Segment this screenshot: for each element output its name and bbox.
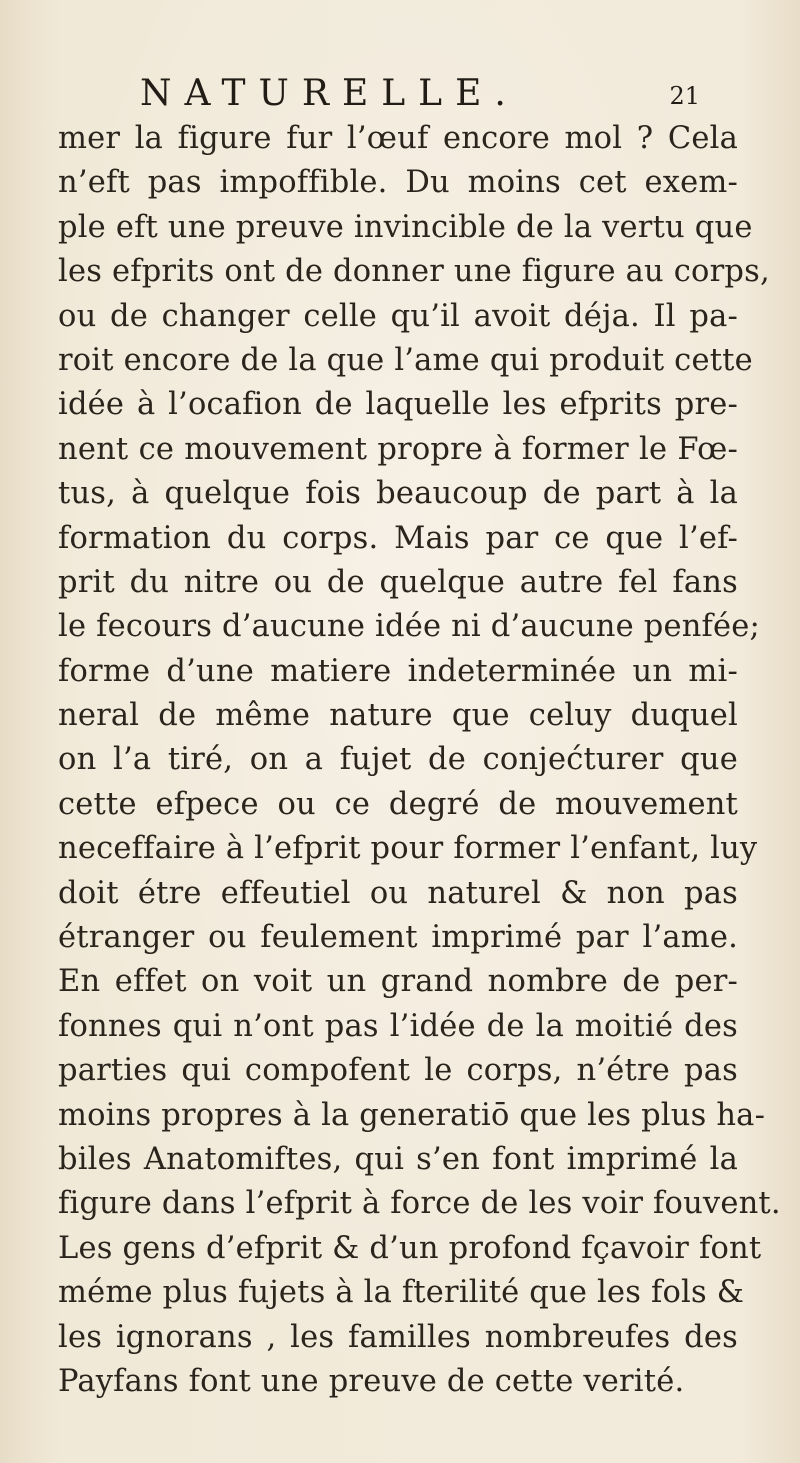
text-line: doit étre effeutiel ou naturel & non pas [58,875,738,911]
page-header [140,70,700,118]
text-line: moins propres à la generatiō que les plus ha- [58,1097,766,1133]
text-line: tus, à quelque fois beaucoup de part à la [58,476,738,512]
text-line: En effet on voit un grand nombre de per- [58,964,738,1000]
text-line: Les gens d’efprit & d’un profond fçavoir font [58,1230,762,1266]
body-text [58,117,781,1404]
text-line: nent ce mouvement propre à former le Fœ- [58,431,738,467]
text-line: figure dans l’efprit à force de les voir fouvent. [58,1186,781,1222]
text-line: n’eft pas impoffible. Du moins cet exem- [58,165,738,201]
page-number: 21 [669,82,700,110]
text-line: neral de même nature que celuy duquel [58,698,738,734]
text-line: les ignorans , les familles nombreufes des [58,1319,738,1355]
running-head: NATURELLE. [140,73,519,114]
text-line: fonnes qui n’ont pas l’idée de la moitié des [58,1008,738,1044]
text-line: les efprits ont de donner une figure au corps, [58,254,770,290]
text-line: biles Anatomiftes, qui s’en font imprimé la [58,1141,738,1177]
text-line: le fecours d’aucune idée ni d’aucune penfée; [58,609,761,645]
text-line: ple eft une preuve invincible de la vertu que [58,209,753,245]
text-line: mer la figure fur l’œuf encore mol ? Cela [58,121,738,156]
text-line: neceffaire à l’efprit pour former l’enfant, luy [58,831,758,867]
text-line: on l’a tiré, on a fujet de conjećturer que [58,742,738,778]
text-line: cette efpece ou ce degré de mouvement [58,786,738,822]
text-line: roit encore de la que l’ame qui produit cette [58,342,753,378]
text-line: ou de changer celle qu’il avoit déja. Il pa- [58,298,738,334]
text-line: parties qui compofent le corps, n’étre pas [58,1053,738,1089]
text-line: idée à l’ocafion de laquelle les efprits pre- [58,387,738,423]
text-line: formation du corps. Mais par ce que l’ef- [58,520,738,556]
text-line: étranger ou feulement imprimé par l’ame. [58,920,738,956]
text-line: méme plus fujets à la fterilité que les fols & [58,1275,745,1311]
text-line: Payfans font une preuve de cette verité. [58,1363,685,1399]
text-line: forme d’une matiere indeterminée un mi- [58,653,738,689]
text-line: prit du nitre ou de quelque autre fel fans [58,564,738,600]
